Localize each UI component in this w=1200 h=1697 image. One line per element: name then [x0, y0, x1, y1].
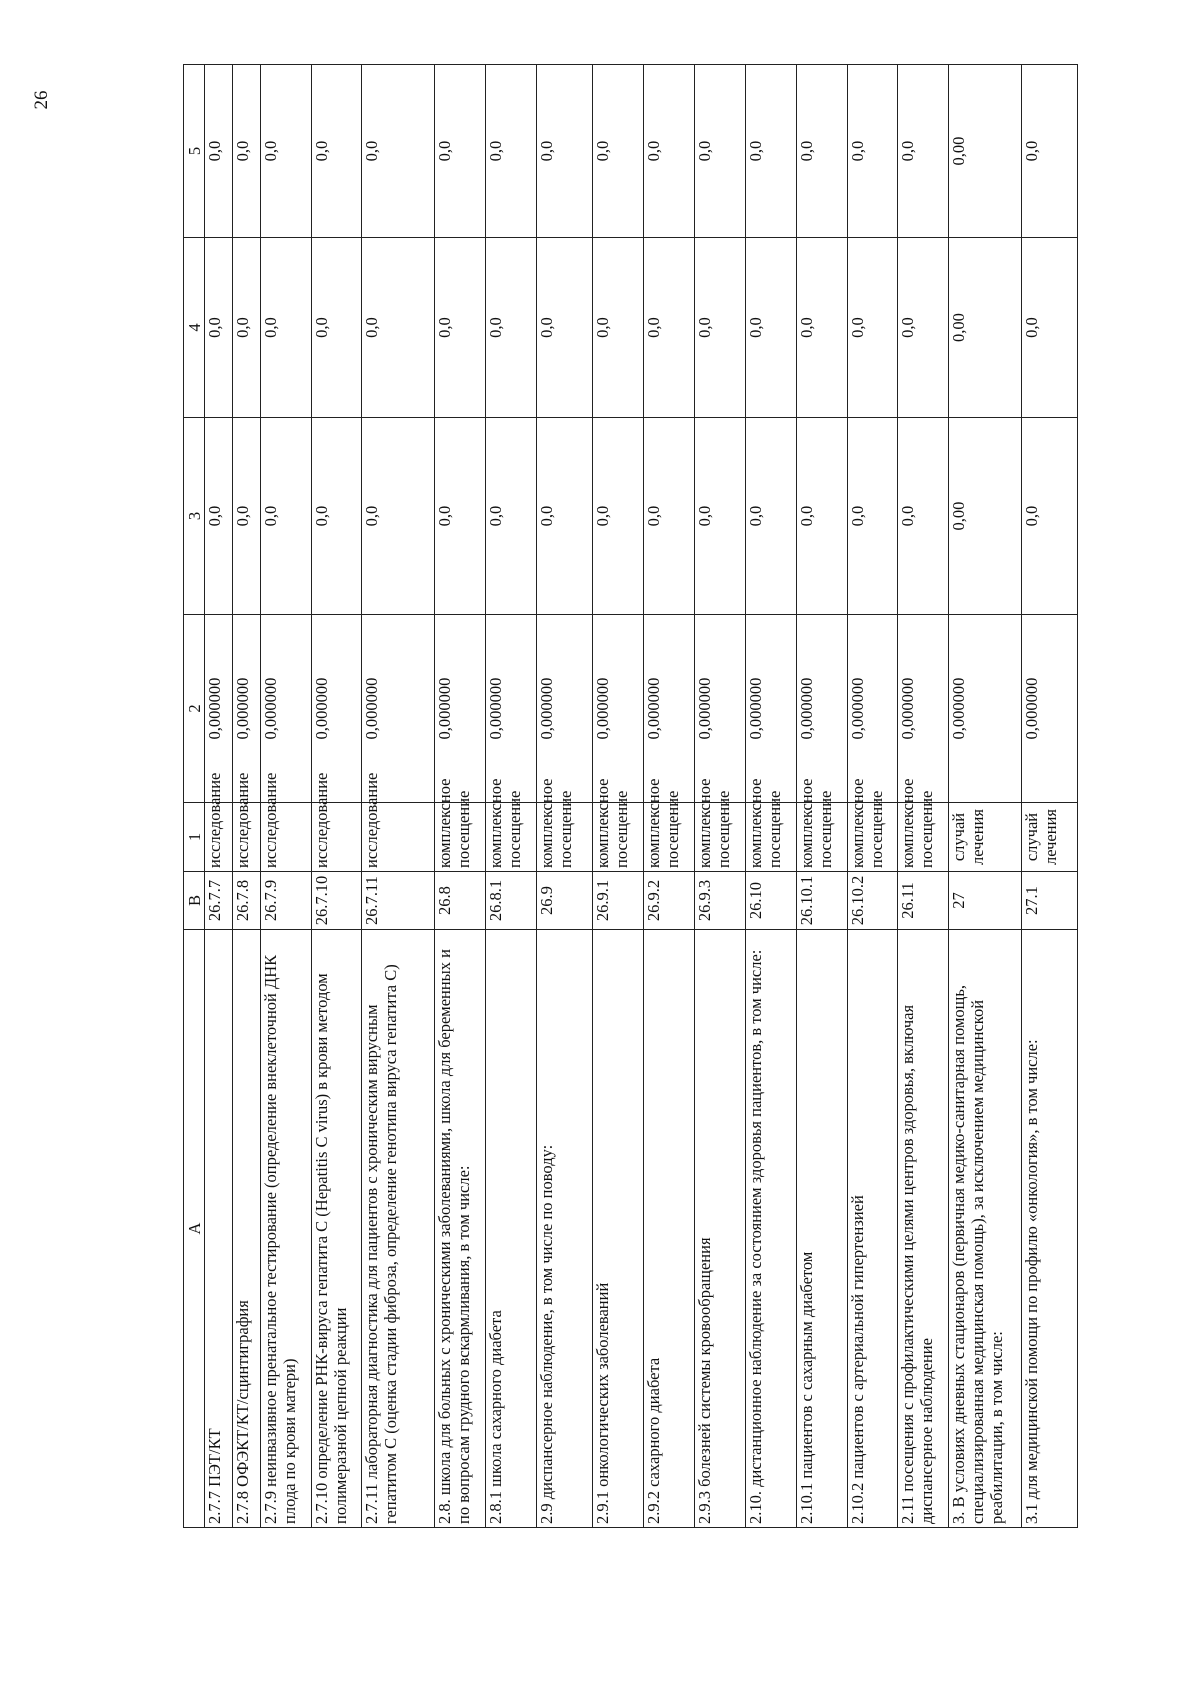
value-col-5: 0,0: [232, 65, 260, 238]
row-label: 2.10.1 пациентов с сахарным диабетом: [796, 930, 847, 1528]
value-col-4: 0,0: [1022, 238, 1078, 418]
value-col-5: 0,0: [745, 65, 796, 238]
value-col-5: 0,0: [537, 65, 593, 238]
value-col-2: 0,000000: [745, 615, 796, 803]
value-col-5: 0,0: [486, 65, 537, 238]
value-col-3: 0,0: [311, 418, 362, 615]
header-cell: A: [184, 930, 205, 1528]
value-col-2: 0,000000: [949, 615, 1022, 803]
value-col-4: 0,0: [486, 238, 537, 418]
value-col-3: 0,00: [949, 418, 1022, 615]
table-row: [643, 65, 694, 1528]
header-cell: 4: [184, 238, 205, 418]
row-unit: случай лечения: [1022, 803, 1078, 872]
value-col-4: 0,0: [260, 238, 311, 418]
row-label: 2.7.11 лабораторная диагностика для пациентов с хроническим вирусным гепатитом С (оценка стадии фиброза, определение генотипа вируса гепатита С): [362, 930, 435, 1528]
row-unit: комплексное посещение: [643, 803, 694, 872]
row-label: 2.10.2 пациентов с артериальной гипертензией: [847, 930, 898, 1528]
value-col-3: 0,0: [592, 418, 643, 615]
value-col-5: 0,0: [435, 65, 486, 238]
value-col-2: 0,000000: [205, 615, 233, 803]
value-col-5: 0,0: [847, 65, 898, 238]
value-col-4: 0,0: [898, 238, 949, 418]
row-label: 2.11 посещения с профилактическими целями центров здоровья, включая диспансерное наблюдение: [898, 930, 949, 1528]
value-col-4: 0,0: [694, 238, 745, 418]
value-col-2: 0,000000: [232, 615, 260, 803]
table-row: [694, 65, 745, 1528]
table-row: [592, 65, 643, 1528]
row-code: 26.7.10: [311, 872, 362, 930]
row-code: 26.9.1: [592, 872, 643, 930]
value-col-5: 0,0: [796, 65, 847, 238]
row-label: 2.9.1 онкологических заболеваний: [592, 930, 643, 1528]
table-row: [486, 65, 537, 1528]
row-unit: комплексное посещение: [796, 803, 847, 872]
value-col-4: 0,0: [592, 238, 643, 418]
value-col-4: 0,0: [205, 238, 233, 418]
value-col-5: 0,0: [1022, 65, 1078, 238]
row-code: 26.7.9: [260, 872, 311, 930]
row-code: 26.8: [435, 872, 486, 930]
row-unit: комплексное посещение: [592, 803, 643, 872]
value-col-4: 0,0: [745, 238, 796, 418]
table-row: [362, 65, 435, 1528]
row-unit: комплексное посещение: [847, 803, 898, 872]
row-code: 26.9: [537, 872, 593, 930]
row-code: 26.7.11: [362, 872, 435, 930]
row-unit: комплексное посещение: [898, 803, 949, 872]
row-label: 2.7.10 определение РНК-вируса гепатита С (Hepatitis C virus) в крови методом полимеразной цепной реакции: [311, 930, 362, 1528]
header-cell: 5: [184, 65, 205, 238]
value-col-3: 0,0: [260, 418, 311, 615]
value-col-3: 0,0: [205, 418, 233, 615]
table-row: [205, 65, 233, 1528]
value-col-3: 0,0: [362, 418, 435, 615]
row-code: 26.9.2: [643, 872, 694, 930]
table-body: [205, 65, 1078, 1528]
value-col-2: 0,000000: [537, 615, 593, 803]
value-col-2: 0,000000: [435, 615, 486, 803]
table-row: [1022, 65, 1078, 1528]
header-cell: B: [184, 872, 205, 930]
value-col-2: 0,000000: [694, 615, 745, 803]
value-col-5: 0,0: [643, 65, 694, 238]
table-row: [435, 65, 486, 1528]
row-code: 27: [949, 872, 1022, 930]
table-row: [232, 65, 260, 1528]
row-label: 2.8.1 школа сахарного диабета: [486, 930, 537, 1528]
value-col-3: 0,0: [232, 418, 260, 615]
table-container: [183, 65, 1078, 1528]
value-col-2: 0,000000: [847, 615, 898, 803]
row-unit: исследование: [311, 803, 362, 872]
header-cell: 3: [184, 418, 205, 615]
value-col-4: 0,0: [232, 238, 260, 418]
row-code: 26.10.2: [847, 872, 898, 930]
value-col-5: 0,0: [362, 65, 435, 238]
value-col-4: 0,0: [362, 238, 435, 418]
row-unit: исследование: [362, 803, 435, 872]
table-row: [949, 65, 1022, 1528]
value-col-3: 0,0: [694, 418, 745, 615]
value-col-3: 0,0: [745, 418, 796, 615]
value-col-2: 0,000000: [1022, 615, 1078, 803]
header-cell: 1: [184, 803, 205, 872]
value-col-4: 0,00: [949, 238, 1022, 418]
value-col-3: 0,0: [643, 418, 694, 615]
value-col-5: 0,0: [260, 65, 311, 238]
value-col-4: 0,0: [537, 238, 593, 418]
value-col-2: 0,000000: [311, 615, 362, 803]
row-label: 2.9.2 сахарного диабета: [643, 930, 694, 1528]
row-label: 2.7.8 ОФЭКТ/КТ/сцинтиграфия: [232, 930, 260, 1528]
value-col-2: 0,000000: [796, 615, 847, 803]
row-label: 2.10. дистанционное наблюдение за состоянием здоровья пациентов, в том числе:: [745, 930, 796, 1528]
row-label: 2.8. школа для больных с хроническими заболеваниями, школа для беременных и по вопросам грудного вскармливания, в том числе:: [435, 930, 486, 1528]
value-col-2: 0,000000: [898, 615, 949, 803]
value-col-5: 0,00: [949, 65, 1022, 238]
value-col-3: 0,0: [1022, 418, 1078, 615]
value-col-4: 0,0: [435, 238, 486, 418]
value-col-3: 0,0: [898, 418, 949, 615]
value-col-5: 0,0: [205, 65, 233, 238]
page-number: 26: [31, 90, 52, 110]
table-row: [537, 65, 593, 1528]
row-unit: комплексное посещение: [486, 803, 537, 872]
value-col-2: 0,000000: [362, 615, 435, 803]
row-unit: комплексное посещение: [435, 803, 486, 872]
row-code: 27.1: [1022, 872, 1078, 930]
header-cell: 2: [184, 615, 205, 803]
table-row: [311, 65, 362, 1528]
value-col-4: 0,0: [311, 238, 362, 418]
row-code: 26.10.1: [796, 872, 847, 930]
row-unit: исследование: [260, 803, 311, 872]
value-col-5: 0,0: [311, 65, 362, 238]
row-code: 26.9.3: [694, 872, 745, 930]
value-col-4: 0,0: [847, 238, 898, 418]
value-col-3: 0,0: [847, 418, 898, 615]
value-col-3: 0,0: [796, 418, 847, 615]
row-code: 26.11: [898, 872, 949, 930]
value-col-4: 0,0: [796, 238, 847, 418]
row-code: 26.7.7: [205, 872, 233, 930]
table-row: [796, 65, 847, 1528]
table-row: [898, 65, 949, 1528]
value-col-2: 0,000000: [592, 615, 643, 803]
row-label: 2.7.7 ПЭТ/КТ: [205, 930, 233, 1528]
value-col-5: 0,0: [592, 65, 643, 238]
row-unit: исследование: [232, 803, 260, 872]
header-row: [184, 65, 205, 1528]
row-unit: случай лечения: [949, 803, 1022, 872]
data-table: [183, 64, 1078, 1528]
row-unit: исследование: [205, 803, 233, 872]
value-col-2: 0,000000: [260, 615, 311, 803]
value-col-3: 0,0: [435, 418, 486, 615]
value-col-4: 0,0: [643, 238, 694, 418]
row-label: 3. В условиях дневных стационаров (первичная медико-санитарная помощь, специализированная медицинская помощь), за исключением медицинской реабилитации, в том числе:: [949, 930, 1022, 1528]
row-unit: комплексное посещение: [537, 803, 593, 872]
row-unit: комплексное посещение: [745, 803, 796, 872]
table-row: [847, 65, 898, 1528]
row-label: 2.9.3 болезней системы кровообращения: [694, 930, 745, 1528]
value-col-3: 0,0: [486, 418, 537, 615]
table-row: [260, 65, 311, 1528]
value-col-2: 0,000000: [643, 615, 694, 803]
row-unit: комплексное посещение: [694, 803, 745, 872]
row-code: 26.7.8: [232, 872, 260, 930]
value-col-5: 0,0: [694, 65, 745, 238]
value-col-5: 0,0: [898, 65, 949, 238]
value-col-2: 0,000000: [486, 615, 537, 803]
row-label: 2.9 диспансерное наблюдение, в том числе по поводу:: [537, 930, 593, 1528]
row-code: 26.8.1: [486, 872, 537, 930]
row-code: 26.10: [745, 872, 796, 930]
table-row: [745, 65, 796, 1528]
row-label: 3.1 для медицинской помощи по профилю «онкология», в том числе:: [1022, 930, 1078, 1528]
value-col-3: 0,0: [537, 418, 593, 615]
row-label: 2.7.9 неинвазивное пренатальное тестирование (определение внеклеточной ДНК плода по крови матери): [260, 930, 311, 1528]
